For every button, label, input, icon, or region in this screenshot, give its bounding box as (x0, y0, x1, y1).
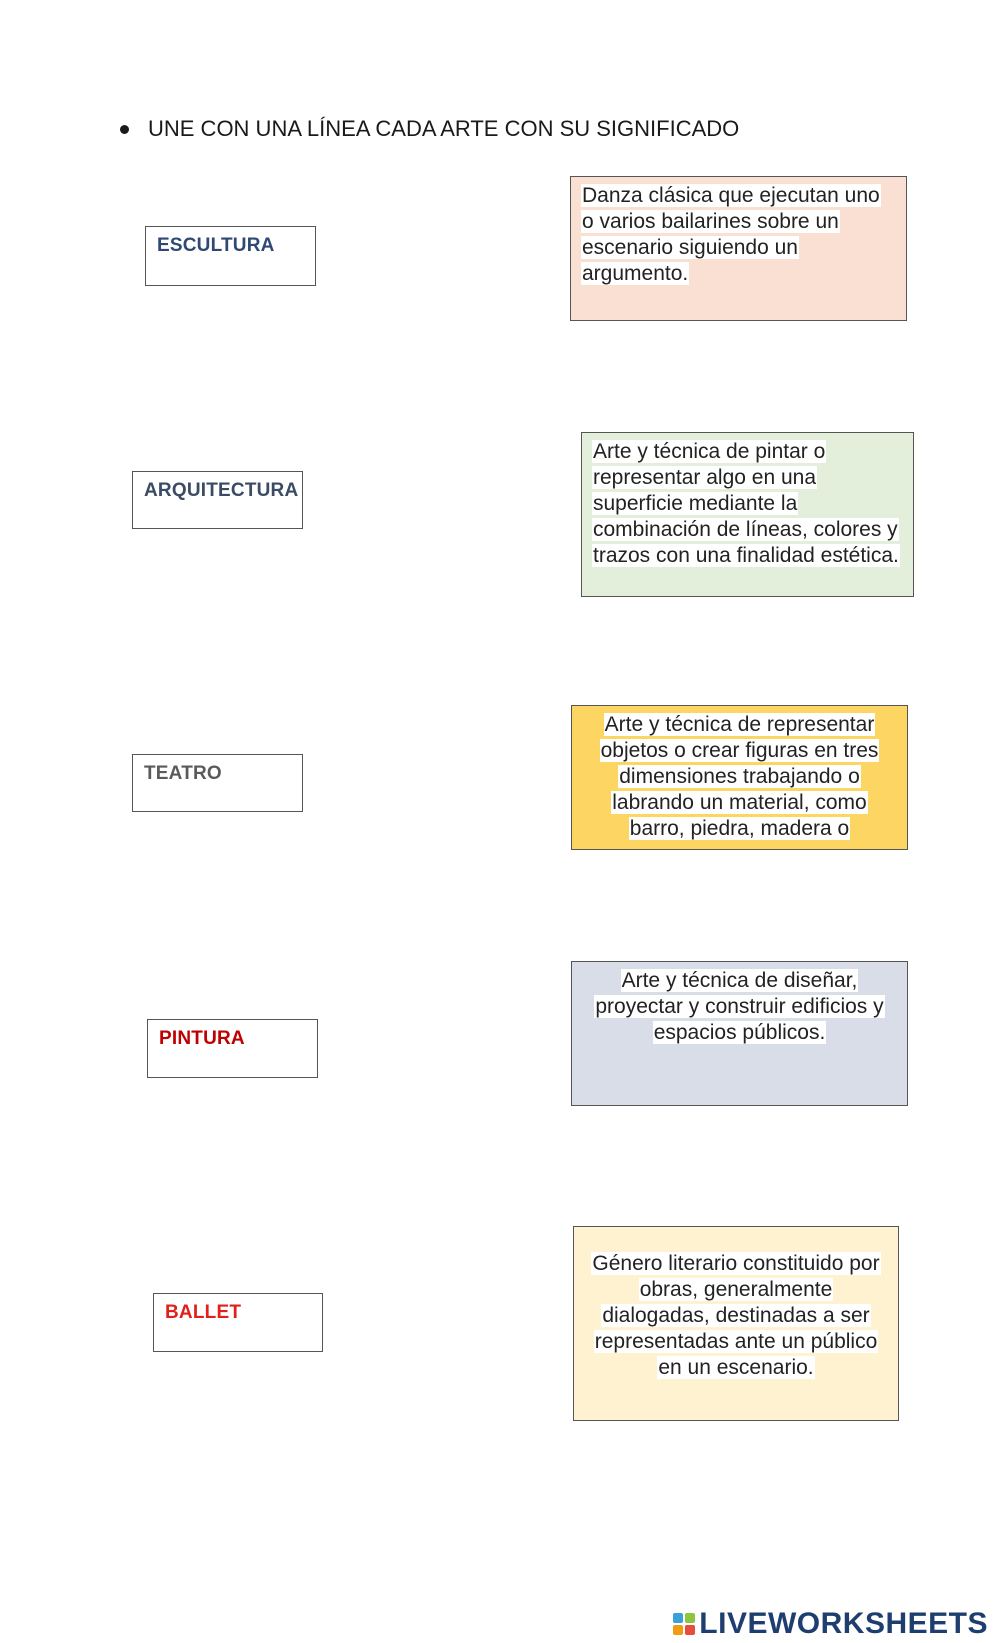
definition-text: Arte y técnica de diseñar, proyectar y construir edificios y espacios públicos. (595, 969, 884, 1044)
logo-square (685, 1613, 695, 1623)
liveworksheets-brand (673, 1607, 988, 1641)
definition-box-3[interactable] (571, 705, 908, 850)
definition-text: Género literario constituido por obras, generalmente dialogadas, destinadas a ser representadas ante un público en un escenario. (592, 1252, 880, 1379)
logo-square (673, 1613, 683, 1623)
art-box-pintura[interactable] (147, 1019, 318, 1078)
art-box-arquitectura[interactable] (132, 471, 303, 529)
definition-text: Arte y técnica de representar objetos o crear figuras en tres dimensiones trabajando o labrando un material, como barro, piedra, madera o (600, 713, 879, 840)
definition-box-1[interactable] (570, 176, 907, 321)
art-box-teatro[interactable] (132, 754, 303, 812)
art-box-ballet[interactable] (153, 1293, 323, 1352)
instruction-text: UNE CON UNA LÍNEA CADA ARTE CON SU SIGNIFICADO (148, 116, 740, 141)
definition-text: Danza clásica que ejecutan uno o varios bailarines sobre un escenario siguiendo un argumento. (582, 184, 880, 285)
art-label: ESCULTURA (157, 235, 275, 256)
art-label: PINTURA (159, 1028, 245, 1049)
brand-text: LIVEWORKSHEETS (699, 1607, 988, 1640)
art-label: ARQUITECTURA (144, 480, 299, 501)
liveworksheets-logo-icon (673, 1613, 695, 1635)
logo-square (673, 1625, 683, 1635)
definition-box-2[interactable] (581, 432, 914, 597)
bullet-icon (120, 125, 129, 134)
definition-box-5[interactable] (573, 1226, 899, 1421)
logo-square (685, 1625, 695, 1635)
art-box-escultura[interactable] (145, 226, 316, 286)
art-label: BALLET (165, 1302, 242, 1323)
instruction (120, 116, 739, 142)
definition-text: Arte y técnica de pintar o representar algo en una superficie mediante la combinación de líneas, colores y trazos con una finalidad estética. (593, 440, 899, 567)
definition-box-4[interactable] (571, 961, 908, 1106)
art-label: TEATRO (144, 763, 222, 784)
